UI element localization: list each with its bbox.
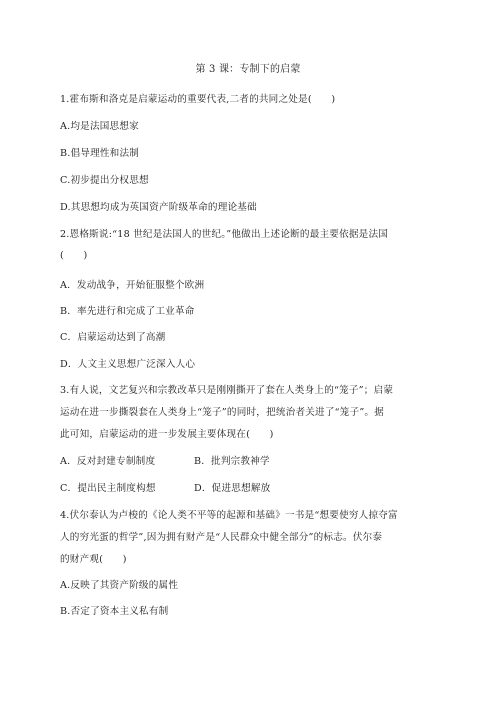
question-1-option-d: D.其思想均成为英国资产阶级革命的理论基础 [60, 202, 257, 213]
question-2-option-d: D．人文主义思想广泛深入人心 [60, 359, 196, 370]
question-4-stem-line-3: 的财产观( ) [60, 554, 127, 565]
page-title: 第 3 课：专制下的启蒙 [195, 64, 301, 75]
question-2-option-c: C．启蒙运动达到了高潮 [60, 332, 166, 343]
question-1-option-b: B.倡导理性和法制 [60, 148, 140, 159]
question-4-stem-line-1: 4.伏尔泰认为卢梭的《论人类不平等的起源和基础》一书是“想要使穷人掠夺富 [60, 510, 398, 521]
question-4-stem-line-2: 人的穷光蛋的哲学”,因为拥有财产是“人民群众中健全部分”的标志。伏尔泰 [60, 532, 383, 543]
question-2-option-a: A．发动战争，开始征服整个欧洲 [60, 280, 205, 291]
question-2-stem-line-2: ( ) [60, 250, 88, 261]
question-1-stem: 1.霍布斯和洛克是启蒙运动的重要代表,二者的共同之处是( ) [60, 94, 336, 105]
question-1-option-c: C.初步提出分权思想 [60, 175, 149, 186]
question-2-stem-line-1: 2.恩格斯说:“18 世纪是法国人的世纪。”他做出上述论断的最主要依据是法国 [60, 229, 389, 240]
question-3-option-b: B．批判宗教神学 [194, 456, 270, 467]
question-3-option-c: C．提出民主制度构想 [60, 483, 156, 494]
question-4-option-a: A.反映了其资产阶级的属性 [60, 580, 179, 591]
question-3-stem-line-2: 运动在进一步撕裂套在人类身上“笼子”的同时，把统治者关进了“笼子”。据 [60, 407, 385, 418]
question-3-stem-line-1: 3.有人说，文艺复兴和宗教改革只是刚刚撕开了套在人类身上的“笼子”；启蒙 [60, 385, 394, 396]
question-3-option-a: A．反对封建专制制度 [60, 456, 156, 467]
question-2-option-b: B．率先进行和完成了工业革命 [60, 306, 195, 317]
question-3-option-d: D．促进思想解放 [194, 483, 271, 494]
question-4-option-b: B.否定了资本主义私有制 [60, 606, 169, 617]
question-1-option-a: A.均是法国思想家 [60, 121, 139, 132]
question-3-stem-line-3: 此可知，启蒙运动的进一步发展主要体现在( ) [60, 429, 274, 440]
